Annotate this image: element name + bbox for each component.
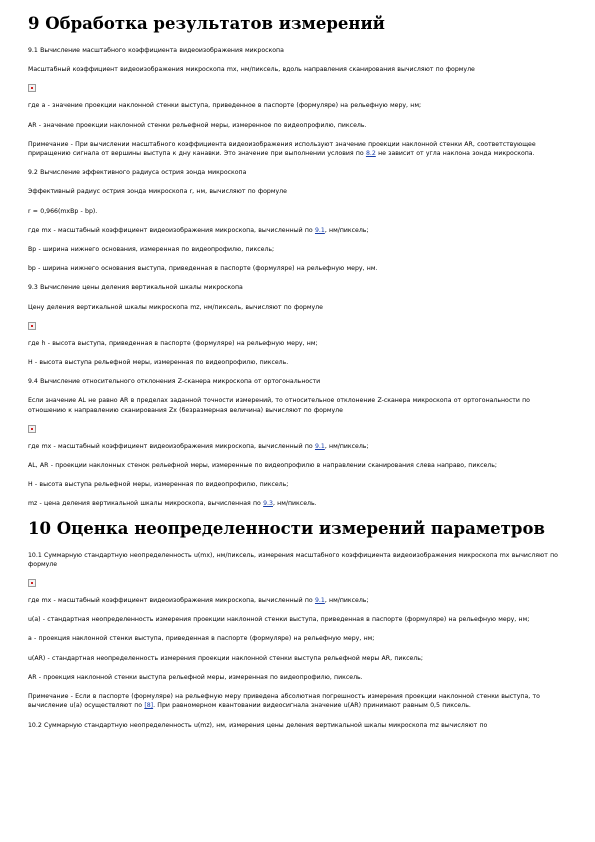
paragraph: Bp - ширина нижнего основания, измеренная по видеопрофилю, пиксель; — [28, 246, 275, 254]
paragraph: где mx - масштабный коэффициент видеоизображения микроскопа, вычисленный по 9.1, нм/пиксель; — [28, 226, 369, 234]
paragraph: где h - высота выступа, приведенная в паспорте (формуляре) на рельефную меру, нм; — [28, 339, 318, 347]
formula-text: r = 0,966(mxBp - bp). — [28, 207, 98, 215]
section-10-title: 10 Оценка неопределенности измерений параметров — [28, 518, 545, 538]
subsection-9-3-heading: 9.3 Вычисление цены деления вертикальной шкалы микроскопа — [28, 284, 243, 292]
paragraph: Если значение AL не равно AR в пределах заданной точности измерений, то относительное отклонение Z-сканера микроскопа от ортогональности по отношению к направлению сканирования Zx (безразмерная величина) вычисляют по формуле — [28, 397, 530, 414]
broken-image-icon — [28, 425, 36, 433]
broken-image-icon — [28, 579, 36, 587]
paragraph: H - высота выступа рельефной меры, измеренная по видеопрофилю, пиксель; — [28, 481, 289, 489]
subsection-9-1-heading: 9.1 Вычисление масштабного коэффициента видеоизображения микроскопа — [28, 47, 284, 54]
paragraph: bp - ширина нижнего основания выступа, приведенная в паспорте (формуляре) на рельефную меру, нм. — [28, 265, 378, 273]
note-paragraph: Примечание - Если в паспорте (формуляре) на рельефную меру приведена абсолютная погрешность измерения проекции наклонной стенки выступа, то вычисление u(a) осуществляют по [8]. При равномерном квантовании видеосигнала значение u(AR) принимают равным 0,5 пиксель. — [28, 693, 540, 710]
subsection-10-2-heading: 10.2 Суммарную стандартную неопределенность u(mz), нм, измерения цены деления вертикальной шкалы микроскопа mz вычисляют по — [28, 721, 488, 729]
subsection-9-2-heading: 9.2 Вычисление эффективного радиуса острия зонда микроскопа — [28, 169, 247, 177]
reference-link-9-1[interactable]: 9.1 — [314, 597, 325, 605]
paragraph: AL, AR - проекции наклонных стенок рельефной меры, измеренные по видеопрофилю в направлении сканирования слева направо, пиксель; — [28, 462, 498, 470]
paragraph: Эффективный радиус острия зонда микроскопа r, нм, вычисляют по формуле — [28, 188, 287, 196]
broken-image-icon — [28, 322, 36, 330]
reference-link-8-2[interactable]: 8.2 — [365, 150, 376, 158]
broken-image-icon — [28, 84, 36, 92]
paragraph: AR - значение проекции наклонной стенки рельефной меры, измеренное по видеопрофилю, пиксель. — [28, 121, 367, 129]
paragraph: AR - проекция наклонной стенки выступа рельефной меры, измеренная по видеопрофилю, пиксель. — [28, 673, 363, 681]
paragraph: Масштабный коэффициент видеоизображения микроскопа mx, нм/пиксель, вдоль направления сканирования вычисляют по формуле — [28, 66, 475, 74]
reference-link-8[interactable]: [8] — [144, 702, 154, 710]
paragraph: где mx - масштабный коэффициент видеоизображения микроскопа, вычисленный по 9.1, нм/пиксель; — [28, 442, 369, 450]
paragraph: a - проекция наклонной стенки выступа, приведенная в паспорте (формуляре) на рельефную меру, нм; — [28, 635, 375, 643]
paragraph: H - высота выступа рельефной меры, измеренная по видеопрофилю, пиксель. — [28, 359, 289, 367]
paragraph: u(a) - стандартная неопределенность измерения проекции наклонной стенки выступа, приведенная в паспорте (формуляре) на рельефную меру, нм; — [28, 616, 530, 624]
paragraph: mz - цена деления вертикальной шкалы микроскопа, вычисленная по 9.3, нм/пиксель. — [28, 500, 317, 508]
paragraph: где а - значение проекции наклонной стенки выступа, приведенное в паспорте (формуляре) на рельефную меру, нм; — [28, 102, 422, 110]
paragraph: u(AR) - стандартная неопределенность измерения проекции наклонной стенки выступа рельефной меры AR, пиксель; — [28, 654, 424, 662]
note-paragraph: Примечание - При вычислении масштабного коэффициента видеоизображения используют значение проекции наклонной стенки AR, соответствующее приращению сигнала от вершины выступа к дну канавки. Это значение при выполнении условия по 8.2 не зависит от угла наклона зонда микроскопа. — [28, 140, 536, 158]
reference-link-9-3[interactable]: 9.3 — [263, 500, 273, 508]
paragraph: Цену деления вертикальной шкалы микроскопа mz, нм/пиксель, вычисляют по формуле — [28, 303, 323, 311]
section-9-title: 9 Обработка результатов измерений — [28, 14, 385, 33]
reference-link-9-1[interactable]: 9.1 — [314, 442, 325, 450]
subsection-9-4-heading: 9.4 Вычисление относительного отклонения Z-сканера микроскопа от ортогональности — [28, 378, 321, 386]
subsection-10-1-heading: 10.1 Суммарную стандартную неопределенность u(mx), нм/пиксель, измерения масштабного коэффициента видеоизображения микроскопа mx вычисляют по формуле — [28, 551, 558, 568]
paragraph: где mx - масштабный коэффициент видеоизображения микроскопа, вычисленный по 9.1, нм/пиксель; — [28, 597, 369, 605]
reference-link-9-1[interactable]: 9.1 — [314, 226, 325, 234]
